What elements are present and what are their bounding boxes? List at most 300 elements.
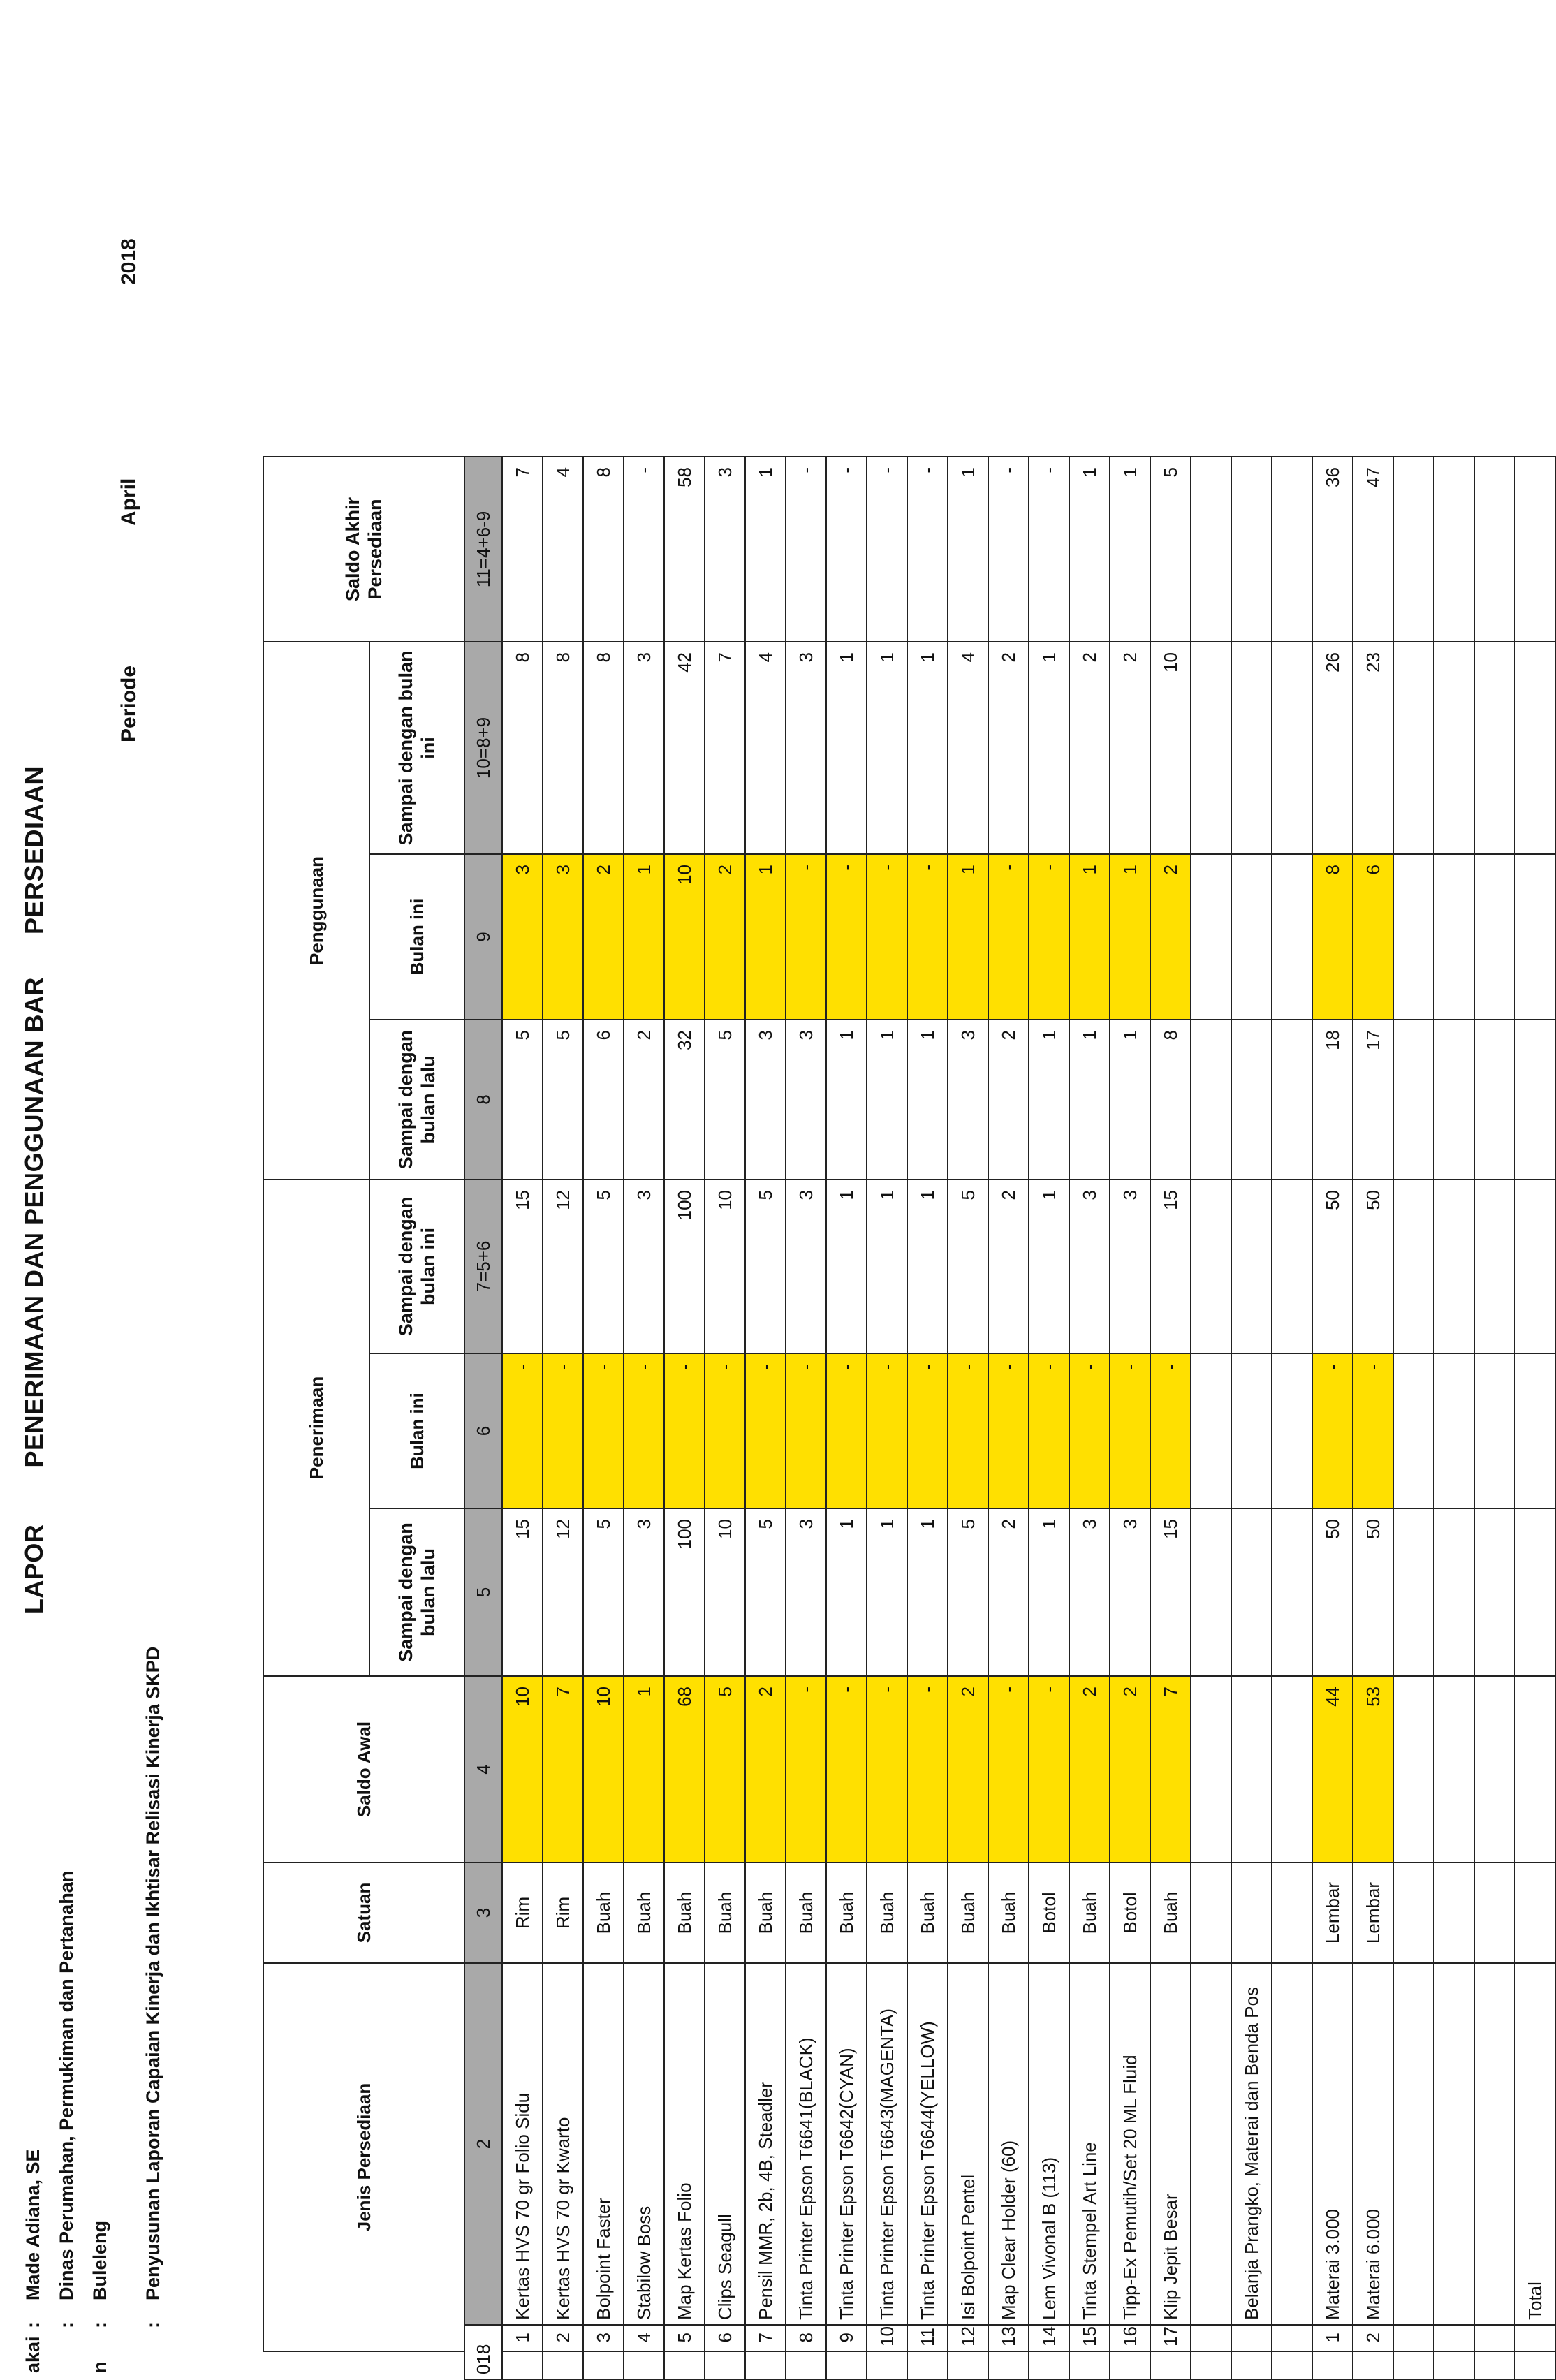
table-row	[745, 13, 786, 2379]
cell-saldo: 5	[705, 1676, 745, 1863]
cell-gl	[1272, 1020, 1312, 1180]
cell-ps: 1	[907, 1180, 948, 1353]
cell-gl: 5	[705, 1020, 745, 1180]
cell-pl: 10	[705, 1508, 745, 1676]
cell-gs: 1	[867, 642, 907, 854]
cell-satuan	[1515, 1863, 1555, 1963]
cell-gl: 3	[948, 1020, 988, 1180]
cell-ps	[1434, 1180, 1474, 1353]
cell-gl: 5	[543, 1020, 583, 1180]
cell-jenis	[1272, 1963, 1312, 2325]
cell-jenis	[1434, 1963, 1474, 2325]
cell-akhir: 8	[583, 457, 624, 642]
cell-saldo: 7	[543, 1676, 583, 1863]
cell-ps: 3	[1110, 1180, 1150, 1353]
cell-gb: 2	[583, 854, 624, 1020]
cell-pl	[1231, 1508, 1272, 1676]
cell-jenis: Tipp-Ex Pemutih/Set 20 ML Fluid	[1110, 1963, 1150, 2325]
table-row	[1474, 13, 1515, 2379]
table-body	[502, 13, 1555, 2379]
meta-activity: :Penyusunan Laporan Capaian Kinerja dan Ikhtisar Relisasi Kinerja SKPD	[142, 1646, 163, 2328]
cell-no: 8	[786, 2325, 826, 2351]
cell-no: 15	[1069, 2325, 1110, 2351]
cell-akhir	[1393, 457, 1434, 642]
cell-gs	[1393, 642, 1434, 854]
cell-ps: 50	[1353, 1180, 1393, 1353]
cell-satuan: Buah	[624, 1863, 664, 1963]
header-satuan: Satuan	[263, 1863, 464, 1963]
cell-gb: 3	[543, 854, 583, 1020]
cell-saldo	[1515, 1676, 1555, 1863]
table-row	[664, 13, 705, 2379]
cell-satuan: Rim	[543, 1863, 583, 1963]
cell-ps	[1191, 1180, 1231, 1353]
cell-gs: 1	[907, 642, 948, 854]
cell-saldo: 2	[1069, 1676, 1110, 1863]
cell-ps	[1231, 1180, 1272, 1353]
cell-pb: -	[907, 1353, 948, 1508]
cell-pb: -	[745, 1353, 786, 1508]
cell-gl: 18	[1312, 1020, 1353, 1180]
cell-ps	[1272, 1180, 1312, 1353]
table-row	[1110, 13, 1150, 2379]
cell-pb: -	[867, 1353, 907, 1508]
cell-jenis: Pensil MMR, 2b, 4B, Steadler	[745, 1963, 786, 2325]
cell-jenis: Lem Vivonal B (113)	[1029, 1963, 1069, 2325]
cell-satuan: Lembar	[1353, 1863, 1393, 1963]
cell-gs	[1272, 642, 1312, 854]
cell-no: 12	[948, 2325, 988, 2351]
table-row	[583, 13, 624, 2379]
column-number-row: 018 2 3 4 5 6 7=5+6 8 9 10=8+9 11=4+6-9	[464, 13, 502, 2379]
cell-no: 2	[1353, 2325, 1393, 2351]
header-guna-lalu: Sampai dengan bulan lalu	[369, 1020, 464, 1180]
cell-jenis: Isi Bolpoint Pentel	[948, 1963, 988, 2325]
table-row	[1191, 13, 1231, 2379]
cell-gb: 10	[664, 854, 705, 1020]
table-row	[948, 13, 988, 2379]
cell-jenis: Total	[1515, 1963, 1555, 2325]
cell-ps	[1474, 1180, 1515, 1353]
cell-no: 1	[502, 2325, 543, 2351]
cell-satuan: Botol	[1110, 1863, 1150, 1963]
cell-pl	[1474, 1508, 1515, 1676]
cell-saldo: 1	[624, 1676, 664, 1863]
cell-pb: -	[948, 1353, 988, 1508]
cell-ps: 15	[502, 1180, 543, 1353]
cell-no	[1191, 2325, 1231, 2351]
cell-gb: -	[867, 854, 907, 1020]
cell-pl: 1	[907, 1508, 948, 1676]
cell-gb: 8	[1312, 854, 1353, 1020]
title-main: PENERIMAAN DAN PENGGUNAAN BAR	[20, 977, 48, 1468]
cell-no: 9	[826, 2325, 867, 2351]
header-terima-lalu: Sampai dengan bulan lalu	[369, 1508, 464, 1676]
inventory-table	[263, 13, 1556, 2380]
cell-saldo: -	[988, 1676, 1029, 1863]
cell-saldo: 44	[1312, 1676, 1353, 1863]
cell-jenis: Tinta Printer Epson T6641(BLACK)	[786, 1963, 826, 2325]
cell-no: 6	[705, 2325, 745, 2351]
cell-ps: 100	[664, 1180, 705, 1353]
cell-akhir	[1434, 457, 1474, 642]
cell-jenis: Bolpoint Faster	[583, 1963, 624, 2325]
cell-gl: 17	[1353, 1020, 1393, 1180]
cell-gs	[1434, 642, 1474, 854]
cell-gs: 2	[1069, 642, 1110, 854]
table-row	[1312, 13, 1353, 2379]
cell-pb: -	[705, 1353, 745, 1508]
cell-satuan: Buah	[786, 1863, 826, 1963]
cell-akhir	[1272, 457, 1312, 642]
cell-akhir: -	[867, 457, 907, 642]
cell-gs: 4	[745, 642, 786, 854]
cell-gb: 2	[1150, 854, 1191, 1020]
cell-pl: 1	[1029, 1508, 1069, 1676]
cell-saldo: -	[786, 1676, 826, 1863]
cell-pb: -	[1069, 1353, 1110, 1508]
cell-saldo	[1474, 1676, 1515, 1863]
cell-pb: -	[664, 1353, 705, 1508]
cell-akhir: 4	[543, 457, 583, 642]
cell-akhir: 1	[745, 457, 786, 642]
cell-pb: -	[583, 1353, 624, 1508]
cell-no: 13	[988, 2325, 1029, 2351]
cell-gs: 8	[583, 642, 624, 854]
cell-gb	[1231, 854, 1272, 1020]
cell-akhir: 58	[664, 457, 705, 642]
cell-gl: 1	[1029, 1020, 1069, 1180]
cell-pl	[1272, 1508, 1312, 1676]
cell-gb: -	[988, 854, 1029, 1020]
cell-gl: 2	[624, 1020, 664, 1180]
period-year: 2018	[117, 238, 140, 285]
cell-satuan: Buah	[705, 1863, 745, 1963]
cell-saldo: 10	[502, 1676, 543, 1863]
cell-akhir: -	[1029, 457, 1069, 642]
cell-no: 4	[624, 2325, 664, 2351]
cell-akhir	[1231, 457, 1272, 642]
cell-pl	[1434, 1508, 1474, 1676]
cell-satuan	[1231, 1863, 1272, 1963]
cell-gs: 4	[948, 642, 988, 854]
cell-akhir	[1515, 457, 1555, 642]
header-terima-sampai: Sampai dengan bulan ini	[369, 1180, 464, 1353]
cell-pl	[1191, 1508, 1231, 1676]
cell-pb	[1231, 1353, 1272, 1508]
table-row	[624, 13, 664, 2379]
table-row	[1353, 13, 1393, 2379]
table-row	[1029, 13, 1069, 2379]
cell-akhir: 7	[502, 457, 543, 642]
cell-saldo	[1393, 1676, 1434, 1863]
cell-satuan	[1474, 1863, 1515, 1963]
cell-satuan: Botol	[1029, 1863, 1069, 1963]
table-row	[826, 13, 867, 2379]
cell-jenis: Tinta Printer Epson T6642(CYAN)	[826, 1963, 867, 2325]
cell-ps: 5	[745, 1180, 786, 1353]
cell-pb	[1515, 1353, 1555, 1508]
cell-gb	[1393, 854, 1434, 1020]
cell-pb: -	[502, 1353, 543, 1508]
cell-gb	[1272, 854, 1312, 1020]
cell-pb: -	[786, 1353, 826, 1508]
title-right: PERSEDIAAN	[20, 765, 48, 934]
cell-saldo	[1191, 1676, 1231, 1863]
cell-saldo: 53	[1353, 1676, 1393, 1863]
cell-pb: -	[1150, 1353, 1191, 1508]
cell-gs: 23	[1353, 642, 1393, 854]
cell-gs: 7	[705, 642, 745, 854]
cell-akhir	[1474, 457, 1515, 642]
cell-gl: 1	[907, 1020, 948, 1180]
cell-gl: 8	[1150, 1020, 1191, 1180]
cell-pl	[1515, 1508, 1555, 1676]
cell-gs: 1	[826, 642, 867, 854]
cell-akhir: 1	[948, 457, 988, 642]
table-row	[907, 13, 948, 2379]
table-row	[867, 13, 907, 2379]
cell-gb	[1434, 854, 1474, 1020]
table-row	[786, 13, 826, 2379]
cell-pl: 12	[543, 1508, 583, 1676]
cell-jenis: Materai 3.000	[1312, 1963, 1353, 2325]
cell-saldo: -	[867, 1676, 907, 1863]
cell-jenis: Tinta Printer Epson T6644(YELLOW)	[907, 1963, 948, 2325]
cell-no	[1272, 2325, 1312, 2351]
cell-pl: 15	[502, 1508, 543, 1676]
cell-gb: 3	[502, 854, 543, 1020]
cell-no: 17	[1150, 2325, 1191, 2351]
table-row	[1272, 13, 1312, 2379]
period-label: Periode	[117, 665, 140, 742]
header-row-1	[263, 13, 369, 2379]
cell-gl	[1515, 1020, 1555, 1180]
cell-pl: 5	[583, 1508, 624, 1676]
cell-saldo: 2	[1110, 1676, 1150, 1863]
cell-satuan	[1393, 1863, 1434, 1963]
cell-no: 5	[664, 2325, 705, 2351]
cell-gb: -	[1029, 854, 1069, 1020]
cell-ps: 50	[1312, 1180, 1353, 1353]
cell-pl: 5	[745, 1508, 786, 1676]
cell-pl: 3	[786, 1508, 826, 1676]
header-penerimaan: Penerimaan	[263, 1180, 369, 1676]
cell-no: 7	[745, 2325, 786, 2351]
cell-ps: 5	[948, 1180, 988, 1353]
cell-pl: 100	[664, 1508, 705, 1676]
header-guna-ini: Bulan ini	[369, 854, 464, 1020]
table-row	[1515, 13, 1555, 2379]
cell-pl: 3	[624, 1508, 664, 1676]
cell-gl: 6	[583, 1020, 624, 1180]
cell-pb	[1272, 1353, 1312, 1508]
cell-jenis	[1191, 1963, 1231, 2325]
cell-ps: 1	[867, 1180, 907, 1353]
cell-saldo: 10	[583, 1676, 624, 1863]
table-row	[502, 13, 543, 2379]
cell-satuan: Buah	[1150, 1863, 1191, 1963]
cell-gs	[1231, 642, 1272, 854]
cell-jenis: Stabilow Boss	[624, 1963, 664, 2325]
cell-no	[1474, 2325, 1515, 2351]
cell-no: 16	[1110, 2325, 1150, 2351]
cell-ps: 15	[1150, 1180, 1191, 1353]
cell-gs: 10	[1150, 642, 1191, 854]
cell-saldo: 2	[948, 1676, 988, 1863]
cell-gb	[1191, 854, 1231, 1020]
cell-saldo: -	[826, 1676, 867, 1863]
cell-jenis: Map Clear Holder (60)	[988, 1963, 1029, 2325]
cell-saldo: 68	[664, 1676, 705, 1863]
cell-pl: 50	[1312, 1508, 1353, 1676]
header-terima-ini: Bulan ini	[369, 1353, 464, 1508]
cell-gs: 42	[664, 642, 705, 854]
cell-gl: 5	[502, 1020, 543, 1180]
cell-gs	[1191, 642, 1231, 854]
cell-gs: 1	[1029, 642, 1069, 854]
cell-jenis: Clips Seagull	[705, 1963, 745, 2325]
cell-ps: 3	[1069, 1180, 1110, 1353]
cell-gl: 2	[988, 1020, 1029, 1180]
table-row	[1393, 13, 1434, 2379]
header-jenis: Jenis Persediaan	[263, 1963, 464, 2351]
cell-ps: 2	[988, 1180, 1029, 1353]
cell-gb: 1	[624, 854, 664, 1020]
cell-saldo: -	[907, 1676, 948, 1863]
cell-gl	[1434, 1020, 1474, 1180]
cell-akhir: 3	[705, 457, 745, 642]
cell-no	[1515, 2325, 1555, 2351]
cell-gs: 2	[1110, 642, 1150, 854]
cell-gl: 3	[745, 1020, 786, 1180]
cell-pl: 1	[867, 1508, 907, 1676]
cell-akhir: -	[786, 457, 826, 642]
header-penggunaan: Penggunaan	[263, 642, 369, 1180]
cell-no: 11	[907, 2325, 948, 2351]
cell-jenis	[1393, 1963, 1434, 2325]
cell-gl: 3	[786, 1020, 826, 1180]
cell-jenis: Tinta Stempel Art Line	[1069, 1963, 1110, 2325]
cell-pb: -	[988, 1353, 1029, 1508]
cell-gs: 8	[502, 642, 543, 854]
table-row	[1434, 13, 1474, 2379]
cell-gl: 1	[1069, 1020, 1110, 1180]
meta-user: akai:Made Adiana, SE	[22, 2149, 43, 2373]
cell-gs	[1474, 642, 1515, 854]
cell-pb: -	[1110, 1353, 1150, 1508]
cell-jenis: Kertas HVS 70 gr Kwarto	[543, 1963, 583, 2325]
cell-gb: 6	[1353, 854, 1393, 1020]
cell-satuan: Rim	[502, 1863, 543, 1963]
cell-gs: 2	[988, 642, 1029, 854]
cell-gl	[1191, 1020, 1231, 1180]
cell-gl	[1393, 1020, 1434, 1180]
cell-pb: -	[624, 1353, 664, 1508]
cell-gl: 1	[1110, 1020, 1150, 1180]
cell-satuan: Buah	[988, 1863, 1029, 1963]
cell-ps: 1	[1029, 1180, 1069, 1353]
cell-no	[1231, 2325, 1272, 2351]
cell-satuan: Buah	[948, 1863, 988, 1963]
header-guna-sampai: Sampai dengan bulan ini	[369, 642, 464, 854]
cell-jenis: Map Kertas Folio	[664, 1963, 705, 2325]
cell-satuan: Buah	[826, 1863, 867, 1963]
cell-akhir: 5	[1150, 457, 1191, 642]
cell-satuan	[1272, 1863, 1312, 1963]
cell-gl	[1474, 1020, 1515, 1180]
cell-ps: 3	[786, 1180, 826, 1353]
cell-no	[1434, 2325, 1474, 2351]
cell-ps: 12	[543, 1180, 583, 1353]
cell-akhir: 1	[1110, 457, 1150, 642]
cell-pl: 3	[1110, 1508, 1150, 1676]
table-row	[1231, 13, 1272, 2379]
cell-jenis: Belanja Prangko, Materai dan Benda Pos	[1231, 1963, 1272, 2325]
cell-gs: 3	[624, 642, 664, 854]
cell-gl	[1231, 1020, 1272, 1180]
cell-gb: -	[786, 854, 826, 1020]
cell-akhir: 47	[1353, 457, 1393, 642]
cell-akhir: 1	[1069, 457, 1110, 642]
cell-gb	[1515, 854, 1555, 1020]
cell-jenis: Kertas HVS 70 gr Folio Sidu	[502, 1963, 543, 2325]
cell-pb: -	[1353, 1353, 1393, 1508]
cell-gs	[1515, 642, 1555, 854]
cell-pb: -	[543, 1353, 583, 1508]
table-row	[988, 13, 1029, 2379]
cell-saldo	[1231, 1676, 1272, 1863]
cell-satuan: Buah	[745, 1863, 786, 1963]
cell-gb: 1	[948, 854, 988, 1020]
cell-akhir: 36	[1312, 457, 1353, 642]
cell-ps: 1	[826, 1180, 867, 1353]
cell-saldo: 7	[1150, 1676, 1191, 1863]
cell-jenis	[1474, 1963, 1515, 2325]
cell-satuan: Buah	[867, 1863, 907, 1963]
cell-pb	[1393, 1353, 1434, 1508]
cell-ps: 10	[705, 1180, 745, 1353]
cell-no: 2	[543, 2325, 583, 2351]
cell-gl: 32	[664, 1020, 705, 1180]
cell-satuan: Lembar	[1312, 1863, 1353, 1963]
cell-gb: -	[826, 854, 867, 1020]
cell-akhir: -	[624, 457, 664, 642]
cell-no: 1	[1312, 2325, 1353, 2351]
table-row	[1150, 13, 1191, 2379]
cell-gb: 1	[1069, 854, 1110, 1020]
cell-gl: 1	[826, 1020, 867, 1180]
cell-pb: -	[1312, 1353, 1353, 1508]
cell-pl: 15	[1150, 1508, 1191, 1676]
cell-pb	[1434, 1353, 1474, 1508]
cell-pl: 2	[988, 1508, 1029, 1676]
cell-saldo: -	[1029, 1676, 1069, 1863]
cell-pb	[1474, 1353, 1515, 1508]
title-left: LAPOR	[20, 1524, 48, 1615]
cell-jenis: Tinta Printer Epson T6643(MAGENTA)	[867, 1963, 907, 2325]
cell-pl	[1393, 1508, 1434, 1676]
cell-gl: 1	[867, 1020, 907, 1180]
cell-no	[1393, 2325, 1434, 2351]
cell-akhir: -	[826, 457, 867, 642]
cell-akhir	[1191, 457, 1231, 642]
cell-satuan: Buah	[907, 1863, 948, 1963]
cell-satuan	[1434, 1863, 1474, 1963]
cell-gb: 2	[705, 854, 745, 1020]
cell-pl: 50	[1353, 1508, 1393, 1676]
cell-saldo: 2	[745, 1676, 786, 1863]
